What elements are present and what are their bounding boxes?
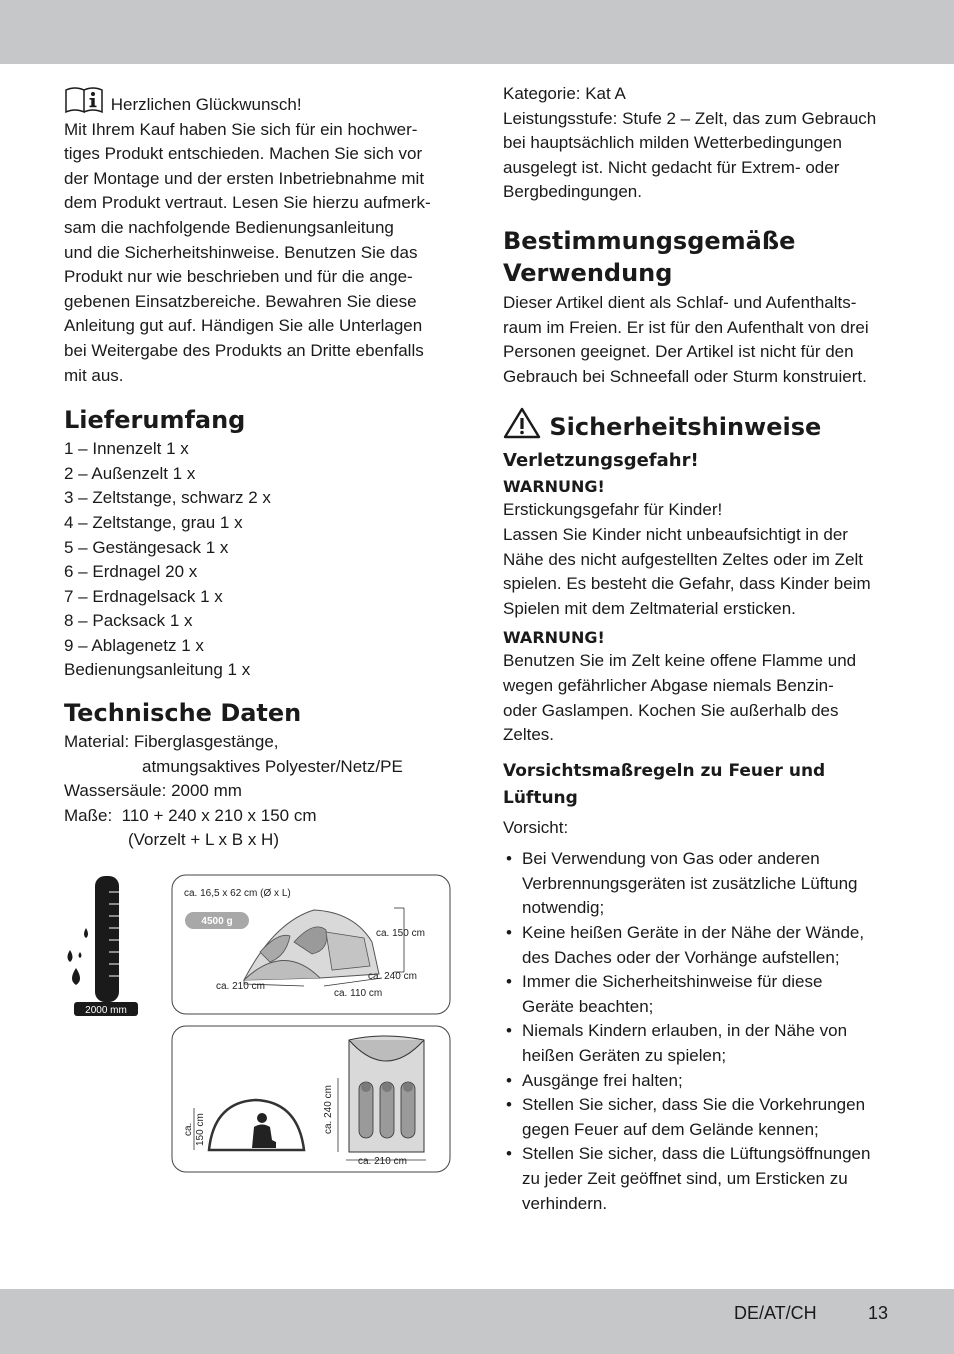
category-text-line: ausgelegt ist. Nicht gedacht für Extrem- oder — [503, 157, 840, 177]
bullet-line: • Keine heißen Geräte in der Nähe der Wände, — [522, 923, 865, 943]
tent-figure-graphic — [64, 872, 454, 1174]
scope-list — [64, 437, 456, 683]
bullet-line: heißen Geräten zu spielen; — [522, 1046, 727, 1066]
intro-line: der Montage und der ersten Inbetriebnahme mit — [64, 168, 425, 188]
scope-item: 6 – Erdnagel 20 x — [64, 562, 198, 582]
warning-2-line: oder Gaslampen. Kochen Sie außerhalb des — [503, 700, 839, 720]
right-column — [503, 82, 898, 1216]
weight-badge: 4500 g — [201, 916, 233, 927]
warning-1-label: WARNUNG! — [503, 477, 605, 497]
tech-dims-value-2: (Vorzelt + L x B x H) — [128, 830, 279, 850]
tech-dims-label: Maße: — [64, 805, 113, 825]
vestibule-label: ca. 110 cm — [334, 988, 383, 999]
bullet-line: • Ausgänge frei halten; — [522, 1070, 683, 1090]
fire-bullet-item — [503, 847, 898, 921]
fire-bullet-list — [503, 847, 898, 1216]
intro-line: sam die nachfolgende Bedienungsanleitung — [64, 217, 394, 237]
fire-heading — [503, 758, 898, 812]
tech-dims-row — [64, 804, 456, 829]
intro-line: und die Sicherheitshinweise. Benutzen Sie das — [64, 242, 418, 262]
category-line: Kategorie: Kat A — [503, 84, 626, 103]
bullet-line: notwendig; — [522, 898, 605, 918]
top-width-label: ca. 210 cm — [358, 1156, 407, 1167]
safety-heading — [503, 407, 898, 443]
tech-dims-value: 110 + 240 x 210 x 150 cm — [121, 805, 317, 825]
fire-bullet-item — [503, 1019, 898, 1068]
bullet-line: • Stellen Sie sicher, dass die Lüftungsöffnungen — [522, 1144, 871, 1164]
bullet-line: • Stellen Sie sicher, dass Sie die Vorkehrungen — [522, 1095, 866, 1115]
scope-item: 2 – Außenzelt 1 x — [64, 463, 196, 483]
scope-item: 7 – Erdnagelsack 1 x — [64, 586, 223, 606]
warning-1-line: Spielen mit dem Zeltmaterial ersticken. — [503, 598, 796, 618]
scope-item: 9 – Ablagenetz 1 x — [64, 635, 204, 655]
intended-use-line: Personen geeignet. Der Artikel ist nicht für den — [503, 342, 854, 362]
tech-data — [64, 730, 456, 853]
tent-side-view — [172, 875, 450, 1014]
info-book-icon — [64, 86, 106, 114]
scope-heading: Lieferumfang — [64, 406, 246, 435]
scope-item: 4 – Zeltstange, grau 1 x — [64, 512, 243, 532]
greeting-line — [64, 86, 456, 118]
bullet-line: • Bei Verwendung von Gas oder anderen — [522, 849, 820, 869]
tent-capacity-view — [172, 1026, 450, 1172]
bullet-line: des Daches oder der Vorhänge aufstellen; — [522, 947, 840, 967]
left-column — [64, 86, 456, 853]
warning-2-line: Benutzen Sie im Zelt keine offene Flamme und — [503, 651, 857, 671]
category-text-line: bei hauptsächlich milden Wetterbedingungen — [503, 133, 842, 153]
fire-bullet-item — [503, 1069, 898, 1094]
front-height-label-1: ca. — [183, 1122, 194, 1136]
intro-line: mit aus. — [64, 365, 124, 385]
tech-heading: Technische Daten — [64, 699, 302, 728]
footer-language: DE/AT/CH — [734, 1303, 817, 1323]
tent-figure — [64, 872, 454, 1174]
warning-1-line: Lassen Sie Kinder nicht unbeaufsichtigt in der — [503, 524, 848, 544]
category-text-line: Bergbedingungen. — [503, 182, 642, 202]
bullet-line: gegen Feuer auf dem Gelände kennen; — [522, 1119, 819, 1139]
intro-line: dem Produkt vertraut. Lesen Sie hierzu aufmerk- — [64, 193, 431, 213]
intro-line: gebenen Einsatzbereiche. Bewahren Sie diese — [64, 291, 417, 311]
bullet-line: • Niemals Kindern erlauben, in der Nähe von — [522, 1021, 848, 1041]
bullet-line: Geräte beachten; — [522, 996, 654, 1016]
fire-bullet-item — [503, 1142, 898, 1216]
intended-use-body — [503, 291, 898, 389]
width-label: ca. 210 cm — [216, 981, 265, 992]
header-band — [0, 0, 954, 64]
water-column-graphic — [68, 876, 139, 1016]
tech-water: Wassersäule: 2000 mm — [64, 781, 242, 801]
warning-1-line: Nähe des nicht aufgestellten Zeltes oder im Zelt — [503, 549, 864, 569]
intended-use-line: Gebrauch bei Schneefall oder Sturm konstruiert. — [503, 366, 867, 386]
scope-item: 5 – Gestängesack 1 x — [64, 537, 229, 557]
scope-item: Bedienungsanleitung 1 x — [64, 660, 251, 680]
page-number: 13 — [868, 1303, 889, 1323]
warning-2-line: wegen gefährlicher Abgase niemals Benzin- — [503, 675, 834, 695]
intended-use-title-2: Verwendung — [503, 258, 673, 287]
scope-item: 1 – Innenzelt 1 x — [64, 439, 189, 459]
length-label: ca. 240 cm — [368, 971, 417, 982]
tech-material-row — [64, 730, 456, 755]
category-text-line: Leistungsstufe: Stufe 2 – Zelt, das zum Gebrauch — [503, 108, 877, 128]
intended-use-heading — [503, 225, 898, 289]
safety-title: Sicherheitshinweise — [549, 413, 822, 442]
caution-label: Vorsicht: — [503, 817, 569, 837]
tech-material-value: Fiberglasgestänge, — [133, 732, 279, 752]
intro-body — [64, 118, 456, 389]
injury-heading: Verletzungsgefahr! — [503, 450, 699, 472]
top-length-label: ca. 240 cm — [323, 1085, 334, 1134]
intro-section — [64, 86, 456, 388]
fire-bullet-item — [503, 1093, 898, 1142]
warning-triangle-icon — [503, 407, 541, 439]
warning-2-line: Zeltes. — [503, 725, 555, 745]
pack-size-label: ca. 16,5 x 62 cm (Ø x L) — [184, 888, 291, 899]
bullet-line: zu jeder Zeit geöffnet sind, um Ersticken zu — [522, 1169, 848, 1188]
water-column-label: 2000 mm — [85, 1005, 127, 1016]
fire-title-1: Vorsichtsmaßregeln zu Feuer und — [503, 760, 826, 781]
scope-item: 8 – Packsack 1 x — [64, 611, 193, 631]
tech-material-label: Material: — [64, 732, 130, 752]
fire-bullet-item — [503, 970, 898, 1019]
intended-use-line: raum im Freien. Er ist für den Aufenthalt von drei — [503, 317, 869, 337]
warning-2-label: WARNUNG! — [503, 628, 605, 648]
height-label: ca. 150 cm — [376, 928, 425, 939]
intro-line: Anleitung gut auf. Händigen Sie alle Unterlagen — [64, 316, 423, 336]
greeting-text: Herzlichen Glückwunsch! — [110, 95, 302, 114]
intro-line: tiges Produkt entschieden. Machen Sie sich vor — [64, 144, 423, 164]
intro-line: Mit Ihrem Kauf haben Sie sich für ein hochwer- — [64, 119, 418, 139]
fire-bullet-item — [503, 921, 898, 970]
fire-title-2: Lüftung — [503, 787, 578, 808]
warning-1-line: Erstickungsgefahr für Kinder! — [503, 500, 723, 520]
intro-line: Produkt nur wie beschrieben und für die ange- — [64, 267, 413, 287]
bullet-line: verhindern. — [522, 1193, 608, 1213]
scope-item: 3 – Zeltstange, schwarz 2 x — [64, 488, 271, 508]
bullet-line: • Immer die Sicherheitshinweise für diese — [522, 972, 823, 992]
intro-line: bei Weitergabe des Produkts an Dritte ebenfalls — [64, 340, 424, 360]
warning-1-line: spielen. Es besteht die Gefahr, dass Kinder beim — [503, 574, 871, 594]
warning-1-body — [503, 498, 898, 621]
intended-use-title-1: Bestimmungsgemäße — [503, 226, 796, 255]
bullet-line: Verbrennungsgeräten ist zusätzliche Lüftung — [522, 873, 858, 893]
warning-2-body — [503, 649, 898, 747]
front-height-label-2: 150 cm — [195, 1113, 206, 1146]
tech-material-value-2: atmungsaktives Polyester/Netz/PE — [142, 756, 403, 776]
intended-use-line: Dieser Artikel dient als Schlaf- und Aufenthalts- — [503, 292, 857, 312]
